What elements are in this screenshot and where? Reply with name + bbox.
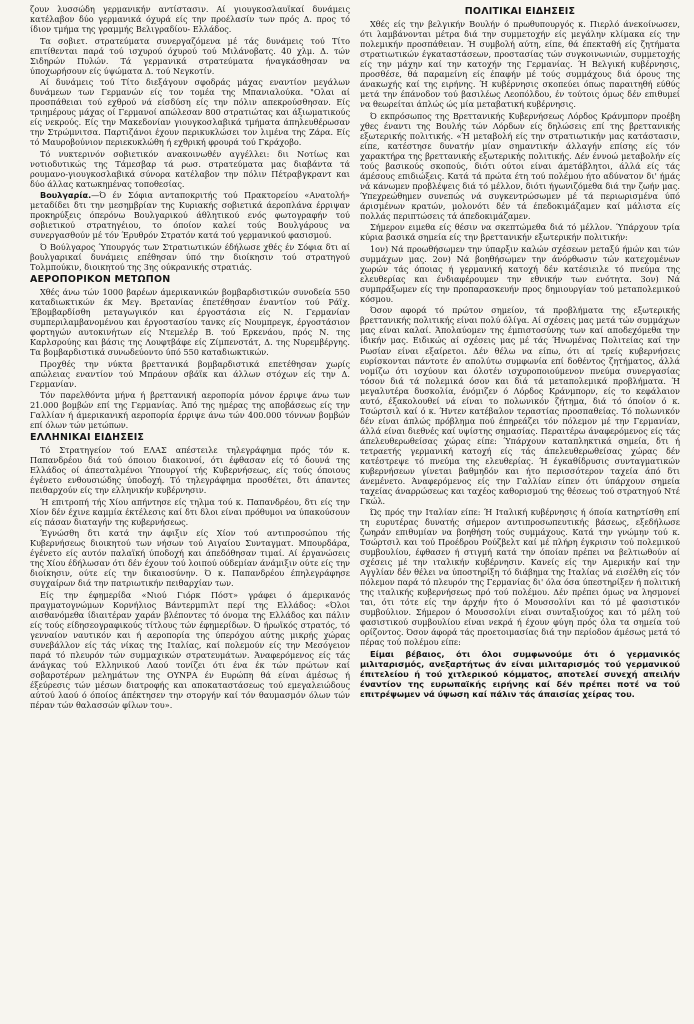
article-paragraph: ζουν λυσσώδη γερμανικήν αντίστασιν. Αί γιουγκοσλαυϊκαί δυνάμεις κατέλαβον δύο γερμανικά όχυρά είς την προέλασίν των πρός Δ. προς τό ίδιον τμήμα της γραμμής Βελιγραδίου- Ελλάδος. <box>30 4 350 35</box>
article-paragraph: Προχθές την νύκτα βρεττανικά βομβαρδιστικά επετέθησαν χωρίς απώλειας εναντίον τού Μπράουν σβάϊκ και άλλων στόχων είς την Δ. Γερμανίαν. <box>30 358 350 389</box>
article-paragraph: Είμαι βέβαιος, ότι όλοι συμφωνούμε ότι ό γερμανικός μιλιταρισμός, ανεξαρτήτως άν είναι μιλιταρισμός τού γερμανικού έπιτελείου ή τού χιτλερικού κόμματος, αποτελεί συνεχή απειλήν έναντίον της ευρωπαϊκής ειρήνης καί δέν πρέπει ποτέ να τού επιτρέψωμεν νά ύψωση καί πάλιν τάς άπαισίας χείρας του. <box>360 648 680 700</box>
article-paragraph: Ό εκπρόσωπος της Βρεττανικής Κυβερνήσεως Λόρδος Κράνμπορν προέβη χθες έναντι της Βουλής τών Λόρδων είς δηλώσεις επί της βρεττανικής εξωτερικής πολιτικής. «Ή μεταβολή είς την στρατιωτικήν μας κατάστασιν, είπε, κατέστησε δυνατήν μίαν σημαντικήν άλλαγήν επίσης είς τόν χαρακτήρα της βρεττανικής εξωτερικής πολιτικής. Δέν έννοώ μεταβολήν είς τούς βασικούς σκοπούς, διότι ούτοι είναι άμετάβλητοι, άλλά είς τάς άμέσους επιδιώξεις. Κατά τά πρώτα έτη τού πολέμου ήτο αδύνατον δι' ήμάς νά κάνωμεν προβλέψεις διά τό μέλλον, διότι ήγωνιζόμεθα διά την ζωήν μας. Ύπεχρεώθημεν συνεπώς νά συγκεντρώσωμεν μέ τά περιωρισμένα ύπό άρισμένων κρατών, μολονότι δέν τά έπεδοκιμάζαμεν καί μάλιστα είς πολλάς περιπτώσεις τά άπεδοκιμάζαμεν. <box>360 110 680 221</box>
heading-air-front: ΑΕΡΟΠΟΡΙΚΟΝ ΜΕΤΩΠΟΝ <box>30 273 171 285</box>
section-lead-bulgaria: Βουλγαρία. <box>40 190 92 201</box>
left-column <box>30 4 350 1018</box>
article-paragraph: Ή επιτροπή τής Χίου απήντησε είς τηλμα τού κ. Παπανδρέου, δτι είς την Χίον δέν έχινε καμμία έκτέλεσις καί δτι δλοι είναι πρόθυμοι να ύπακούσουν είς πάσαν διαταγήν της κυβερνήσεως. <box>30 496 350 527</box>
article-paragraph: Αί δυνάμεις τού Τίτο διεξάγουν σφοδράς μάχας εναντίον μεγάλων δυνάμεων των Γερμανών είς τον τομέα της Μπανιαλούκα. "Ολαι αί προσπάθειαι τού εχθρού νά είσδύση είς την πόλιν απεκρούσθησαν. Είς τριημέρους μάχας οί Γερμανοί απώλεσαν 800 στρατιώτας και άξιωματικούς είς νεκρούς. Είς την Μακεδονίαν γιουγκοσλαβικά τμήματα άπηλευθέρωσαν την Στρώμνιτσα. Παρτιζάνοι έχουν περικυκλώσει τον λιμένα της Ζάρα. Είς τό Μαυροβούνιον περιεκυκλώθη ή εχθρική φρουρά τού Γκράχοβο. <box>30 77 350 148</box>
article-paragraph: 1ον) Νά προωθήσωμεν την ύπαρξιν καλών σχέσεων μεταξύ ήμών και τών συμμάχων μας. 2ον) Νά βοηθήσωμεν την άνόρθωσιν τών κατεχομένων χωρών τάς όποιας ή γερμανική κατοχή δέν κατέσιειλε τό πνεύμα της ελευθερίας και ένδιαφέρουμεν την εθνικήν των ενότητα. 3ον) Νά συμπράξωμεν είς την προπαρασκευήν προς δημιουργίαν τού μεταπολεμικού κόσμου. <box>360 243 680 304</box>
article-paragraph: Ό Βούλγαρος Ύπουργός των Στρατιωτικών έδήλωσε χθές έν Σόφια δτι αί βουλγαρικαί δυνάμεις επέθησαν ύπό την διοίκησιν τού στρατηγού Τολμπούκιν, διοικητού της 3ης ούκρανικής στρατιάς. <box>30 241 350 272</box>
article-paragraph: Έγνώσθη δτι κατά την άφιξιν είς Χίον τού αντιπροσώπου τής Κυβερνήσεως διοικητού των νήσων τού Αιγαίου Συνταγματ. Μπουρδάρα, έγένετο είς αυτόν παλαϊκή ύποδοχή και άπεδόθησαν τιμαί. Αί έργανώσεις της Χίου έδήλωσαν ότι δέν έχουν τού λοιπού ούδεμίαν άνάμιξιν ούτε είς την διοίκησιν, ούτε είς την δικαιοσύνην. Ό κ. Παπανδρέου έπηλεγράφησε συγχαίρων διά την πατριωτικήν πειθαρχίαν των. <box>30 528 350 589</box>
article-paragraph: Τό Στρατηγείον τού ΕΛΑΣ απέστειλε τηλεγράφημα πρός τόν κ. Παπανδρέου διά τού όποιου διακοινοί, ότι έφθασαν είς τό δουνά της Ελλάδος οί άπεσταλμένοι Ύπουργοί τής Κυβερνήσεως, είς τούς όποιους έγένετο ενθουσιώδης ύποδοχή. Τό τηλεγράφημα προσθέτει, δτι άπαντες πειθαρχούν είς την ελληνικήν κυβέρνησιν. <box>30 445 350 496</box>
article-paragraph: Ώς πρός την Ιταλίαν είπε: Ή Ιταλική κυβέρνησις ή όποία κατηρτίσθη επί τη ευρυτέρας δυνατής σήμερον αντιπροσωπευτικής βάσεως, εξεδήλωσε ζωηράν επιθυμίαν να βοηθήση τούς συμμάχους. Κατά την γνώμην τού κ. Τσώρτσιλ και τού Προέδρου Ρούζβελτ καί μέ πλήρη έγκρισιν τού πολεμικού συμβουλίου, έφθασεν ή στιγμή κατά την όποίαν πρέπει να βελτιωθούν αί σχέσεις μέ την ιταλικήν κυβέρνησιν. Κανείς είς την Αμερικήν καί την Αγγλίαν δέν θέλει να ύποστηρίξη τό διάβημα της Ιταλίας νά εισέλθη είς τόν πόλεμον παρά τό πλευρόν της Γερμανίας δι' όλα όσα ύπεστηρίξεν ή πολιτική της ιταλικής κυβερνήσεως πρό τού πολέμου. Δέν πρέπει όμως να λησμονεί ται, ότι τότε είς την άρχήν ήτο ό Μουσσολίνι και τό μέ φασιστικόν συμβούλιον. Σήμερον ό Μουσσολίνι είναι συνταξιούχος και τό μέλη τού φασιστικού συμβουλίου είναι νεκρά ή έχουν φύγη πρός όλα τα σημεία τού ορίζοντος. Όσον άφορά τάς προετοιμασίας διά την περίοδον άμέσως μετά τό πέρας τού πολέμου είπε: <box>360 507 680 648</box>
article-paragraph: Τόν παρελθόντα μήνα ή βρεττανική αεροπορία μόνον έρριψε άνω των 21.000 βομβών επί της Γερμανίας. Άπό της ημέρας της αποβάσεως είς την Γαλλίαν ή άμερικανική αεροπορία έρριψε άνω τών 400.000 τόννων βομβών επί όλων τών μετώπων. <box>30 390 350 431</box>
article-paragraph: Τα σοβιετ. στρατεύματα συνεργαζόμενα μέ τάς δυνάμεις τού Τίτο επιτίθενται παρά τού ισχυρού όχυρού τού Μιλάνοβατς. 40 χλμ. Δ. τών Σιδηρών Πυλών. Τά γερμανικά στρατεύματα ήναγκάσθησαν να ύποχωρήσουν είς ύψώματα Δ. τού Νεγκοτίν. <box>30 35 350 76</box>
article-paragraph: Σήμερον ειμεθα είς θέσιν να σκεπτώμεθα διά τό μέλλον. Ύπάρχουν τρία κύρια βασικά σημεία είς την βρεττανικήν εξωτερικήν πολιτικήν: <box>360 222 680 243</box>
article-paragraph: Τό νυκτερινόν σοβιετικόν ανακοινωθέν αγγέλλει: διι Νοτίως και νοτιοδυτικώς της Τάμεσβαρ τά ρωσ. στρατεύματα μας διαβάντα τά ρουμανο-γιουγκοσλαβικά σύνορα κατέλαβον την πόλιν Πέτραβγκραντ και δύο άλλας κατωκημένας τοποθεσίας. <box>30 148 350 189</box>
right-column <box>360 4 680 1018</box>
article-paragraph: Όσον αφορά τό πρώτον σημείον, τά προβλήματα της εξωτερικής βρεττανικής πολιτικής είναι πολύ όλίγα. Αί σχέσεις μας μετά τών συμμάχων μας είναι καλαί. Άπολαύομεν της έμπιστοσύνης των καί αποδεχόμεθα την ίδικήν μας. Ειδικώς αί σχέσεις μας μέ τάς Ήνωμένας Πολιτείας καί την Ρωσίαν είναι εξαίρετοι. Δέν θέλω να είπω, ότι αί τρείς κυβερνήσεις ευρίσκονται πάντοτε έν απολύτω συμφωνία επί δοθέντος ζητήματος, άλλά νομίζω ότι ισχύουν και όλοτέν ισχυροποιούμενον πνεύμα συνεργασίας τόσον διά τά πολεμικά όσον και διά τά μεταπολεμικά προβλήματα. Ή μεγαλυτέρα δυσκολία, ένόμιζεν ό Λόρδος Κράνμπορν, είς το κεφάλαιον αυτό, έξακολουθεί νά είναι το πολωνικόν ζήτημα, διά τό όποίον ό κ. Τσώρτσιλ καί ό κ. Ήντεν κατέβαλον τεραστίας προσπαθείας. Τό πολωνικόν δέν είναι άπλώς πρόβλημα πού έπηρεάζει τόν πόλεμον μέ την Γερμανίαν, άλλά είναι διεθνές καί υψίστης σημασίας. Περαιτέρω άναφερόμενος είς τάς άπελευθερωθείσας χώρας είπε: Ύπάρχουν καταπληκτικά σημεία, δτι ή τετραετής γερμανική κατοχή είς τάς άπελευθερωθείσας χώρας δέν κατέστρεψε τό πνεύμα της ελευθερίας. Ή έγκαθίδρυσις συνταγματικών κυβερνήσεων γίνεται βαθμηδόν και ήτο περισσότερον ταχεία άπό δτι άνεμένετο. Άναφερόμενος είς την Γαλλίαν είπεν ότι ύπάρχουν σημεία ταχείας άναρρώσεως και ταχέος καθορισμού της θέσεως τού στρατηγού Ντέ Γκώλ. <box>360 305 680 506</box>
article-paragraph <box>30 190 350 240</box>
heading-political-news: ΠΟΛΙΤΙΚΑΙ ΕΙΔΗΣΕΙΣ <box>464 6 576 17</box>
article-paragraph: Είς την έφημερίδα «Νιού Γιόρκ Πόστ» γράφει ό άμερικανός πραγματογνώμων Κορνήλιος Βάντερμπιλτ περί της Ελλάδος: «Όλοι αισθανόμεθα ίδιαιτέραν χαράν βλέποντες τό όνομα της Ελλάδος και πάλιν είς τούς είδησεογραφικούς τίτλους τών έφημερίδων. Ό ήρωϊκός στρατός, τό γενναίον ναυτικόν και ή αεροπορία της ύπερόχου αύτης μικρής χώρας συνεβάλλον είς τάς νίκας της Ιταλίας, καί πολεμούν είς την Μεσόγειον παρά τό πλευρόν τών συμμαχικών στρατευμάτων. Άναφερόμενος είς τάς άνάγκας τού Ελληνικού Λαού τονίζει ότι ένα έκ τών πρώτων καί σοβαροτέρων μελημάτων της ΟΥΝΡΑ έν Ευρώπη θά είναι άμέσως ή έξεύρεσις τών μέσων διατροφής και αποκαταστάσεως τού εμεγαλειώδους αύτού λαού ό όποίος άπέκτησεν την στοργήν καί τόν θαυμασμόν όλων τών πέραν τών θαλασσών φίλων του». <box>30 589 350 711</box>
bulgaria-text: —Ό έν Σόφια ανταποκριτής τού Πρακτορείου «Ανατολή» μεταδίδει δτι την μεσημβρίαν της Κυριακής σοβιετικά άεροπλάνα έρριψαν προκηρύξεις όπερόνω Βουλγαρικού άθλητικού ενός φωτογραφήν τού σοβιετικού στρατηγέιου, το όποίον καλεί τούς Βουλγάρους να συνεργασθούν μέ τόν Έρυθρόν Στρατόν κατά τού γερμανικού φασισμού. <box>30 190 350 241</box>
article-paragraph: Χθές άνω τών 1000 βαρέων άμερικανικών βομβαρδιστικών συνοδεία 550 καταδιωκτικών έκ Μεγ. Βρετανίας έπετέθησαν έναντίον τού Ράϊχ. Έβομβαρδίσθη μεταγωγικόν και έργοστάσια είς Ν. Γερμανίαν συμπεριλαμβανομένου και έργοστασίου τανκς είς Νουμπρεγκ, έργοστάσιον φορτηγών αυτοκινήτων είς Ντεμελέρ Β. τού Ερκενάου, πρός Ν. της Καρλσρούης και βάσις της Λουφτβάφε είς Ζίμπενστάτ, Δ. της Νυρεμβέργης. Τα βομβαρδιστικά συνωδεύοντο ύπό 550 καταδιωκτικών. <box>30 286 350 357</box>
article-paragraph: Χθές είς την βελγικήν Βουλήν ό πρωθυπουργός κ. Πιερλό άνεκοίνωσεν, ότι λαμβάνονται μέτρα διά την συμμετοχήν είς μεγάλην κλίμακα είς την πολεμικήν προσπάθειαν. Ή συμβολή αύτη, είπε, θά έπεκταθή είς ζητήματα στρατιωτικών έγκαταστάσεων, προστασίας τών συγκοινωνιών, συμμετοχής είς την μάχην καί την κατοχήν της Γερμανίας. Ή Βελγική κυβέρνησις, προσθέσε, θά παραμείνη είς έπαφήν μέ τούς συμμάχους διά όρους της άνακωχής καί της ειρήνης. Ή κυβέρνησις σκοπεύει όπως παραιτηθή εύθύς μετά την έπάνοδον τού βασιλέως Λεοπόλδου, έν τούτοις όμως δέν επιθυμεί να θεωρείται άπλώς ώς μία μεταβατική κυβέρνησις. <box>360 19 680 110</box>
heading-greek-news: ΕΛΛΗΝΙΚΑΙ ΕΙΔΗΣΕΙΣ <box>30 432 145 444</box>
